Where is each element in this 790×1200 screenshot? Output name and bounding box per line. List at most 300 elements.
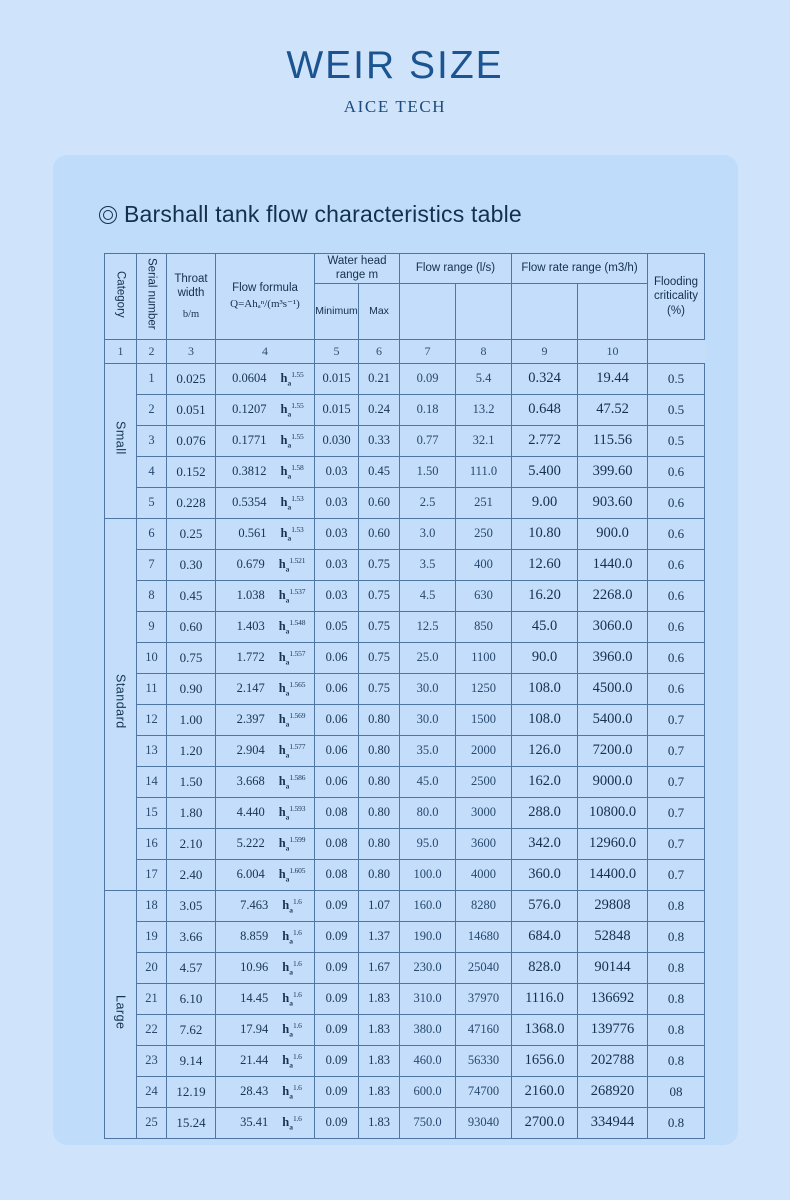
cell-serial-number: 17 — [137, 859, 167, 890]
cell-flow-range-min: 0.09 — [400, 363, 456, 394]
table-row — [105, 983, 705, 1014]
formula-term: $h_a^{1.537}$ — [278, 586, 306, 605]
cell-flow-rate-max: 90144 — [578, 952, 648, 983]
cell-water-head-max: 0.75 — [359, 549, 400, 580]
column-number-cell: 2 — [137, 339, 167, 363]
cell-flow-rate-max: 52848 — [578, 921, 648, 952]
cell-flooding-criticality: 0.5 — [648, 363, 705, 394]
cell-serial-number: 4 — [137, 456, 167, 487]
cell-flooding-criticality: 0.8 — [648, 1045, 705, 1076]
cell-flow-range-max: 1500 — [456, 704, 512, 735]
table-row — [105, 1014, 705, 1045]
cell-flow-formula — [216, 425, 315, 456]
table-row — [105, 1076, 705, 1107]
cell-flow-range-max: 3000 — [456, 797, 512, 828]
cell-flow-range-min: 45.0 — [400, 766, 456, 797]
formula-term: $h_a^{1.58}$ — [280, 462, 304, 481]
formula-term: $h_a^{1.6}$ — [282, 1082, 302, 1101]
cell-flow-formula — [216, 1014, 315, 1045]
cell-flow-rate-min: 108.0 — [512, 704, 578, 735]
cell-flooding-criticality: 0.6 — [648, 611, 705, 642]
cell-flow-range-min: 2.5 — [400, 487, 456, 518]
cell-flow-range-max: 13.2 — [456, 394, 512, 425]
cell-serial-number: 15 — [137, 797, 167, 828]
cell-flow-range-min: 25.0 — [400, 642, 456, 673]
cell-throat-width: 0.152 — [167, 456, 216, 487]
cell-flow-rate-min: 2700.0 — [512, 1107, 578, 1138]
cell-flow-range-min: 380.0 — [400, 1014, 456, 1045]
cell-throat-width: 7.62 — [167, 1014, 216, 1045]
table-row — [105, 549, 705, 580]
formula-term: $h_a^{1.586}$ — [278, 772, 306, 791]
formula-coefficient: 1.772 — [236, 650, 265, 665]
th-throat-width-unit: b/m — [182, 308, 200, 320]
th-category-label: Category — [114, 270, 127, 318]
cell-water-head-max: 0.75 — [359, 611, 400, 642]
cell-flow-rate-max: 268920 — [578, 1076, 648, 1107]
formula-term: $h_a^{1.565}$ — [278, 679, 306, 698]
cell-water-head-min: 0.08 — [315, 828, 359, 859]
th-flow-formula-expr: Q=Ahₐⁿ/(m³s⁻¹) — [230, 298, 300, 311]
cell-flooding-criticality: 0.7 — [648, 735, 705, 766]
category-label: Standard — [113, 674, 128, 730]
cell-serial-number: 24 — [137, 1076, 167, 1107]
cell-flow-range-max: 93040 — [456, 1107, 512, 1138]
cell-throat-width: 1.00 — [167, 704, 216, 735]
cell-flow-rate-min: 10.80 — [512, 518, 578, 549]
table-row — [105, 828, 705, 859]
table-row — [105, 518, 705, 549]
formula-coefficient: 2.147 — [236, 681, 265, 696]
table-row — [105, 456, 705, 487]
column-number-cell: 4 — [216, 339, 315, 363]
cell-water-head-max: 0.80 — [359, 704, 400, 735]
th-serial-number-label: Serial number — [145, 258, 158, 330]
formula-coefficient: 6.004 — [236, 867, 265, 882]
formula-term: $h_a^{1.521}$ — [278, 555, 306, 574]
formula-coefficient: 21.44 — [240, 1053, 269, 1068]
th-throat-width — [167, 254, 216, 340]
cell-flow-formula — [216, 797, 315, 828]
cell-flow-rate-max: 7200.0 — [578, 735, 648, 766]
cell-throat-width: 12.19 — [167, 1076, 216, 1107]
cell-flow-rate-min: 2160.0 — [512, 1076, 578, 1107]
formula-coefficient: 14.45 — [240, 991, 269, 1006]
cell-flow-range-min: 12.5 — [400, 611, 456, 642]
cell-flow-range-min: 35.0 — [400, 735, 456, 766]
cell-water-head-max: 0.33 — [359, 425, 400, 456]
cell-water-head-max: 0.21 — [359, 363, 400, 394]
cell-flow-range-max: 850 — [456, 611, 512, 642]
table-row — [105, 363, 705, 394]
formula-coefficient: 1.403 — [236, 619, 265, 634]
cell-flow-range-max: 3600 — [456, 828, 512, 859]
cell-flow-rate-max: 5400.0 — [578, 704, 648, 735]
formula-term: $h_a^{1.6}$ — [282, 927, 302, 946]
th-flow-range-label: Flow range (l/s) — [415, 262, 496, 275]
cell-flow-rate-min: 162.0 — [512, 766, 578, 797]
cell-water-head-max: 0.75 — [359, 580, 400, 611]
cell-flow-rate-min: 684.0 — [512, 921, 578, 952]
th-flow-range-max — [456, 283, 512, 339]
cell-flow-range-min: 230.0 — [400, 952, 456, 983]
cell-flow-rate-min: 2.772 — [512, 425, 578, 456]
column-number-cell: 3 — [167, 339, 216, 363]
cell-flow-range-min: 3.0 — [400, 518, 456, 549]
cell-category — [105, 518, 137, 890]
cell-throat-width: 3.05 — [167, 890, 216, 921]
th-flow-rate-range — [512, 254, 648, 284]
table-row — [105, 766, 705, 797]
cell-flow-range-max: 630 — [456, 580, 512, 611]
cell-water-head-min: 0.06 — [315, 735, 359, 766]
cell-flow-range-max: 250 — [456, 518, 512, 549]
table-row — [105, 921, 705, 952]
cell-throat-width: 0.228 — [167, 487, 216, 518]
cell-throat-width: 0.025 — [167, 363, 216, 394]
cell-flow-range-min: 80.0 — [400, 797, 456, 828]
cell-flow-rate-max: 10800.0 — [578, 797, 648, 828]
cell-throat-width: 3.66 — [167, 921, 216, 952]
cell-throat-width: 0.60 — [167, 611, 216, 642]
cell-flooding-criticality: 0.6 — [648, 549, 705, 580]
cell-flooding-criticality: 0.7 — [648, 859, 705, 890]
cell-flow-formula — [216, 890, 315, 921]
cell-water-head-min: 0.030 — [315, 425, 359, 456]
cell-serial-number: 13 — [137, 735, 167, 766]
cell-flooding-criticality: 0.7 — [648, 828, 705, 859]
formula-coefficient: 0.679 — [236, 557, 265, 572]
cell-flow-rate-min: 45.0 — [512, 611, 578, 642]
cell-flow-rate-max: 900.0 — [578, 518, 648, 549]
page-title: WEIR SIZE — [286, 44, 504, 87]
cell-flow-formula — [216, 518, 315, 549]
cell-throat-width: 6.10 — [167, 983, 216, 1014]
cell-water-head-max: 0.45 — [359, 456, 400, 487]
cell-flow-rate-max: 136692 — [578, 983, 648, 1014]
cell-flow-formula — [216, 611, 315, 642]
cell-flooding-criticality: 0.6 — [648, 487, 705, 518]
th-flow-rate-min — [512, 283, 578, 339]
cell-serial-number: 10 — [137, 642, 167, 673]
cell-flooding-criticality: 0.6 — [648, 580, 705, 611]
cell-flow-range-max: 2500 — [456, 766, 512, 797]
formula-term: $h_a^{1.6}$ — [282, 1020, 302, 1039]
table-row — [105, 890, 705, 921]
cell-serial-number: 2 — [137, 394, 167, 425]
cell-serial-number: 25 — [137, 1107, 167, 1138]
cell-flow-rate-max: 903.60 — [578, 487, 648, 518]
cell-flow-rate-max: 3060.0 — [578, 611, 648, 642]
cell-flow-range-min: 600.0 — [400, 1076, 456, 1107]
cell-water-head-min: 0.06 — [315, 642, 359, 673]
cell-flow-range-max: 111.0 — [456, 456, 512, 487]
cell-flow-rate-min: 1368.0 — [512, 1014, 578, 1045]
cell-water-head-min: 0.09 — [315, 952, 359, 983]
column-number-cell: 1 — [105, 339, 137, 363]
cell-serial-number: 6 — [137, 518, 167, 549]
formula-term: $h_a^{1.6}$ — [282, 989, 302, 1008]
cell-flow-range-min: 30.0 — [400, 673, 456, 704]
cell-flow-rate-max: 19.44 — [578, 363, 648, 394]
cell-flow-range-min: 30.0 — [400, 704, 456, 735]
cell-water-head-min: 0.03 — [315, 580, 359, 611]
cell-water-head-min: 0.03 — [315, 487, 359, 518]
cell-flow-rate-max: 12960.0 — [578, 828, 648, 859]
formula-term: $h_a^{1.53}$ — [280, 524, 304, 543]
cell-serial-number: 22 — [137, 1014, 167, 1045]
cell-water-head-min: 0.015 — [315, 394, 359, 425]
formula-term: $h_a^{1.6}$ — [282, 1113, 302, 1132]
cell-flow-rate-min: 90.0 — [512, 642, 578, 673]
formula-coefficient: 0.561 — [238, 526, 267, 541]
cell-flow-rate-max: 4500.0 — [578, 673, 648, 704]
cell-flow-range-min: 160.0 — [400, 890, 456, 921]
cell-flow-range-max: 251 — [456, 487, 512, 518]
formula-coefficient: 2.904 — [236, 743, 265, 758]
cell-serial-number: 18 — [137, 890, 167, 921]
formula-coefficient: 0.1207 — [232, 402, 267, 417]
column-number-cell: 6 — [359, 339, 400, 363]
th-flooding-criticality-label: Flooding criticality (%) — [653, 275, 699, 317]
cell-throat-width: 2.40 — [167, 859, 216, 890]
cell-water-head-max: 0.75 — [359, 642, 400, 673]
cell-water-head-min: 0.09 — [315, 983, 359, 1014]
cell-flooding-criticality: 0.6 — [648, 642, 705, 673]
formula-term: $h_a^{1.6}$ — [282, 1051, 302, 1070]
cell-throat-width: 4.57 — [167, 952, 216, 983]
cell-flow-rate-max: 2268.0 — [578, 580, 648, 611]
cell-flow-rate-max: 334944 — [578, 1107, 648, 1138]
cell-flow-range-min: 0.18 — [400, 394, 456, 425]
cell-serial-number: 16 — [137, 828, 167, 859]
cell-flow-formula — [216, 735, 315, 766]
cell-water-head-min: 0.08 — [315, 797, 359, 828]
cell-flow-formula — [216, 642, 315, 673]
cell-water-head-max: 0.80 — [359, 735, 400, 766]
cell-flow-formula — [216, 704, 315, 735]
cell-water-head-max: 0.75 — [359, 673, 400, 704]
cell-flooding-criticality: 0.7 — [648, 797, 705, 828]
cell-flow-range-min: 750.0 — [400, 1107, 456, 1138]
cell-water-head-max: 1.83 — [359, 983, 400, 1014]
formula-term: $h_a^{1.53}$ — [280, 493, 304, 512]
cell-flow-formula — [216, 487, 315, 518]
cell-flow-formula — [216, 952, 315, 983]
cell-flow-formula — [216, 673, 315, 704]
formula-term: $h_a^{1.548}$ — [278, 617, 306, 636]
category-label: Small — [113, 421, 128, 456]
cell-flow-range-max: 56330 — [456, 1045, 512, 1076]
cell-flow-range-min: 3.5 — [400, 549, 456, 580]
cell-serial-number: 20 — [137, 952, 167, 983]
content-card — [53, 155, 738, 1145]
cell-flooding-criticality: 0.6 — [648, 518, 705, 549]
cell-flow-formula — [216, 921, 315, 952]
cell-flow-range-max: 14680 — [456, 921, 512, 952]
formula-coefficient: 2.397 — [236, 712, 265, 727]
cell-flow-range-max: 1250 — [456, 673, 512, 704]
cell-serial-number: 21 — [137, 983, 167, 1014]
cell-throat-width: 9.14 — [167, 1045, 216, 1076]
cell-flow-rate-min: 828.0 — [512, 952, 578, 983]
cell-throat-width: 1.20 — [167, 735, 216, 766]
th-flow-formula — [216, 254, 315, 340]
th-serial-number — [137, 254, 167, 340]
formula-term: $h_a^{1.599}$ — [278, 834, 306, 853]
cell-flow-rate-min: 0.648 — [512, 394, 578, 425]
cell-throat-width: 1.80 — [167, 797, 216, 828]
table-row — [105, 704, 705, 735]
cell-flow-rate-min: 126.0 — [512, 735, 578, 766]
cell-flow-rate-min: 12.60 — [512, 549, 578, 580]
cell-throat-width: 0.90 — [167, 673, 216, 704]
section-title — [53, 155, 738, 228]
formula-coefficient: 8.859 — [240, 929, 269, 944]
cell-flow-range-min: 460.0 — [400, 1045, 456, 1076]
formula-term: $h_a^{1.605}$ — [278, 865, 306, 884]
table-row — [105, 425, 705, 456]
cell-flooding-criticality: 0.6 — [648, 673, 705, 704]
table-container — [104, 253, 705, 1139]
cell-flow-range-max: 400 — [456, 549, 512, 580]
cell-throat-width: 0.45 — [167, 580, 216, 611]
table-row — [105, 611, 705, 642]
cell-flow-rate-min: 360.0 — [512, 859, 578, 890]
cell-category — [105, 890, 137, 1138]
weir-size-table — [104, 253, 705, 1139]
formula-term: $h_a^{1.593}$ — [278, 803, 306, 822]
formula-term: $h_a^{1.55}$ — [280, 431, 304, 450]
formula-coefficient: 0.5354 — [232, 495, 267, 510]
table-row — [105, 1107, 705, 1138]
page-header — [0, 0, 790, 117]
cell-flooding-criticality: 0.7 — [648, 704, 705, 735]
formula-coefficient: 3.668 — [236, 774, 265, 789]
cell-flow-formula — [216, 1076, 315, 1107]
cell-flow-range-max: 5.4 — [456, 363, 512, 394]
th-water-head-min: Minimum — [315, 283, 359, 339]
cell-throat-width: 1.50 — [167, 766, 216, 797]
formula-term: $h_a^{1.55}$ — [280, 400, 304, 419]
table-row — [105, 735, 705, 766]
formula-coefficient: 7.463 — [240, 898, 269, 913]
cell-flow-rate-min: 576.0 — [512, 890, 578, 921]
cell-flow-rate-max: 139776 — [578, 1014, 648, 1045]
table-row — [105, 797, 705, 828]
cell-water-head-min: 0.08 — [315, 859, 359, 890]
category-label: Large — [113, 994, 128, 1029]
cell-flow-range-max: 74700 — [456, 1076, 512, 1107]
table-head — [105, 254, 705, 364]
cell-water-head-min: 0.06 — [315, 766, 359, 797]
table-row — [105, 673, 705, 704]
table-row — [105, 487, 705, 518]
cell-flooding-criticality: 0.8 — [648, 1107, 705, 1138]
cell-flow-rate-min: 288.0 — [512, 797, 578, 828]
cell-serial-number: 12 — [137, 704, 167, 735]
cell-flow-range-min: 4.5 — [400, 580, 456, 611]
formula-coefficient: 4.440 — [236, 805, 265, 820]
cell-flow-rate-min: 1656.0 — [512, 1045, 578, 1076]
cell-water-head-min: 0.03 — [315, 549, 359, 580]
page-subtitle: AICE TECH — [343, 96, 447, 116]
table-row — [105, 1045, 705, 1076]
column-number-cell: 10 — [578, 339, 648, 363]
column-number-cell: 9 — [512, 339, 578, 363]
formula-term: $h_a^{1.6}$ — [282, 958, 302, 977]
formula-coefficient: 10.96 — [240, 960, 269, 975]
cell-flow-rate-min: 108.0 — [512, 673, 578, 704]
cell-serial-number: 3 — [137, 425, 167, 456]
cell-throat-width: 0.30 — [167, 549, 216, 580]
cell-flooding-criticality: 08 — [648, 1076, 705, 1107]
cell-water-head-max: 0.80 — [359, 797, 400, 828]
cell-flow-range-max: 47160 — [456, 1014, 512, 1045]
formula-term: $h_a^{1.569}$ — [278, 710, 306, 729]
cell-flow-formula — [216, 859, 315, 890]
cell-flooding-criticality: 0.8 — [648, 952, 705, 983]
table-row — [105, 394, 705, 425]
cell-flow-rate-max: 29808 — [578, 890, 648, 921]
cell-water-head-max: 0.60 — [359, 518, 400, 549]
cell-flow-rate-min: 0.324 — [512, 363, 578, 394]
formula-coefficient: 28.43 — [240, 1084, 269, 1099]
formula-term: $h_a^{1.577}$ — [278, 741, 306, 760]
formula-term: $h_a^{1.6}$ — [282, 896, 302, 915]
cell-flow-rate-max: 115.56 — [578, 425, 648, 456]
formula-term: $h_a^{1.55}$ — [280, 369, 304, 388]
cell-water-head-max: 1.83 — [359, 1076, 400, 1107]
cell-flow-formula — [216, 766, 315, 797]
cell-flow-rate-max: 202788 — [578, 1045, 648, 1076]
cell-water-head-max: 0.60 — [359, 487, 400, 518]
cell-flow-rate-max: 3960.0 — [578, 642, 648, 673]
cell-flow-rate-max: 14400.0 — [578, 859, 648, 890]
cell-serial-number: 19 — [137, 921, 167, 952]
header-row-main — [105, 254, 705, 284]
th-category — [105, 254, 137, 340]
cell-water-head-min: 0.06 — [315, 673, 359, 704]
cell-flow-range-max: 1100 — [456, 642, 512, 673]
cell-category — [105, 363, 137, 518]
cell-flow-range-max: 8280 — [456, 890, 512, 921]
formula-coefficient: 17.94 — [240, 1022, 269, 1037]
cell-flow-range-max: 32.1 — [456, 425, 512, 456]
cell-flooding-criticality: 0.8 — [648, 890, 705, 921]
cell-flow-range-min: 190.0 — [400, 921, 456, 952]
th-flow-rate-range-label: Flow rate range (m3/h) — [521, 262, 638, 275]
cell-flow-rate-min: 5.400 — [512, 456, 578, 487]
cell-flow-range-max: 37970 — [456, 983, 512, 1014]
formula-coefficient: 35.41 — [240, 1115, 269, 1130]
cell-flooding-criticality: 0.7 — [648, 766, 705, 797]
cell-water-head-min: 0.06 — [315, 704, 359, 735]
cell-serial-number: 1 — [137, 363, 167, 394]
cell-flow-rate-max: 1440.0 — [578, 549, 648, 580]
column-number-row — [105, 339, 705, 363]
cell-serial-number: 8 — [137, 580, 167, 611]
cell-water-head-max: 0.80 — [359, 859, 400, 890]
cell-water-head-min: 0.09 — [315, 1045, 359, 1076]
cell-flow-formula — [216, 828, 315, 859]
cell-throat-width: 0.051 — [167, 394, 216, 425]
cell-water-head-min: 0.09 — [315, 1076, 359, 1107]
cell-serial-number: 23 — [137, 1045, 167, 1076]
cell-flooding-criticality: 0.6 — [648, 456, 705, 487]
cell-flooding-criticality: 0.8 — [648, 1014, 705, 1045]
cell-water-head-max: 0.24 — [359, 394, 400, 425]
